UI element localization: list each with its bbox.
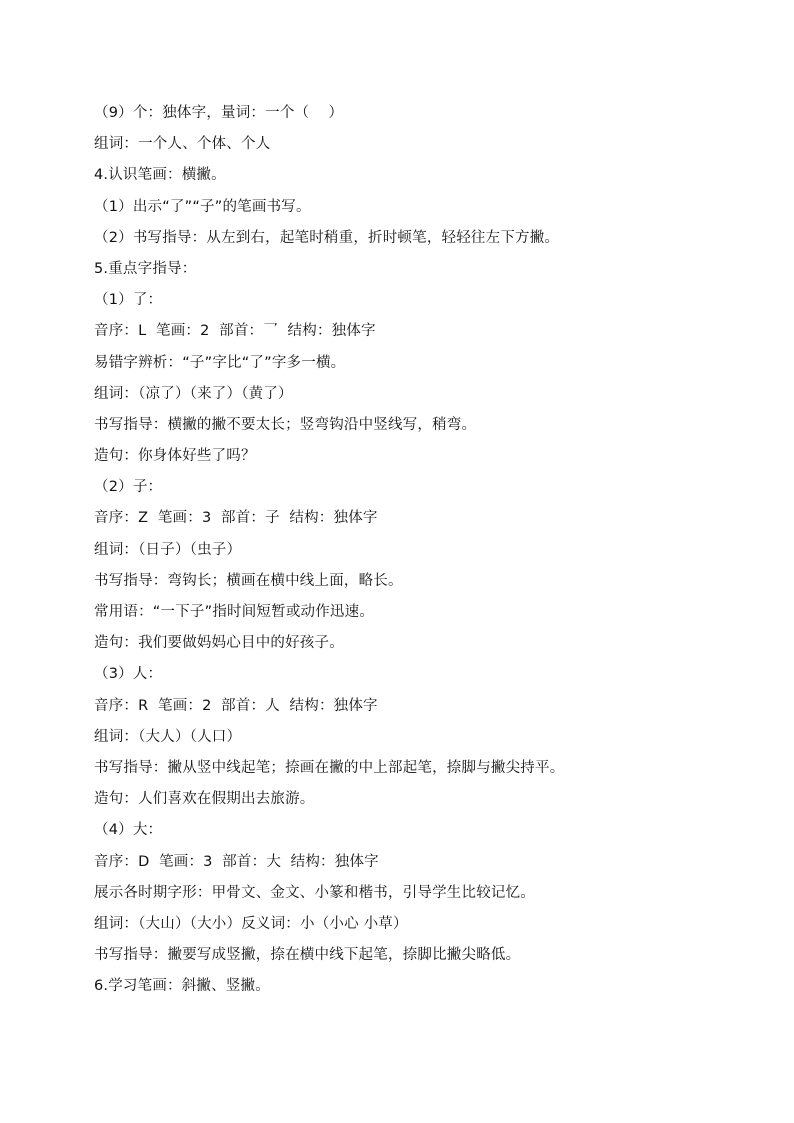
char-2-heading: （2）子： bbox=[94, 479, 163, 496]
char-3-writing-guide: 书写指导：撇从竖中线起笔；捺画在撇的中上部起笔，捺脚与撇尖持平。 bbox=[94, 759, 565, 776]
word-group-line: 组词：一个人、个体、个人 bbox=[94, 136, 271, 153]
section-6-heading: 6.学习笔画：斜撇、竖撇。 bbox=[94, 978, 270, 995]
char-1-words: 组词：（凉了）（来了）（黄了） bbox=[94, 385, 293, 402]
char-2-writing-guide: 书写指导：弯钩长；横画在横中线上面，略长。 bbox=[94, 572, 403, 589]
char-1-heading: （1）了： bbox=[94, 292, 163, 309]
char-3-info: 音序：R 笔画：2 部首：人 结构：独体字 bbox=[94, 697, 378, 714]
char-4-glyph-history: 展示各时期字形：甲骨文、金文、小篆和楷书，引导学生比较记忆。 bbox=[94, 884, 535, 901]
char-3-sentence: 造句：人们喜欢在假期出去旅游。 bbox=[94, 791, 315, 808]
char-1-writing-guide: 书写指导：横撇的撇不要太长；竖弯钩沿中竖线写，稍弯。 bbox=[94, 416, 477, 433]
section-4-step-1: （1）出示“了”“子”的笔画书写。 bbox=[94, 198, 311, 215]
char-2-sentence: 造句：我们要做妈妈心目中的好孩子。 bbox=[94, 635, 344, 652]
char-1-confusion: 易错字辨析：“子”字比“了”字多一横。 bbox=[94, 354, 346, 371]
char-2-info: 音序：Z 笔画：3 部首：子 结构：独体字 bbox=[94, 510, 378, 527]
char-4-writing-guide: 书写指导：撇要写成竖撇，捺在横中线下起笔，捺脚比撇尖略低。 bbox=[94, 947, 521, 964]
char-3-heading: （3）人： bbox=[94, 666, 163, 683]
char-1-info: 音序：L 笔画：2 部首：乛 结构：独体字 bbox=[94, 323, 376, 340]
section-5-heading: 5.重点字指导： bbox=[94, 260, 197, 277]
section-4-step-2: （2）书写指导：从左到右，起笔时稍重，折时顿笔，轻轻往左下方撇。 bbox=[94, 229, 560, 246]
section-4-heading: 4.认识笔画：横撇。 bbox=[94, 167, 226, 184]
char-4-words: 组词：（大山）（大小）反义词：小（小心 小草） bbox=[94, 915, 408, 932]
char-2-common-phrase: 常用语：“一下子”指时间短暂或动作迅速。 bbox=[94, 604, 375, 620]
char-4-info: 音序：D 笔画：3 部首：大 结构：独体字 bbox=[94, 853, 379, 870]
document-body bbox=[94, 98, 714, 1002]
item-9-line: （9）个：独体字，量词：一个（ ） bbox=[94, 105, 344, 121]
char-1-sentence: 造句：你身体好些了吗？ bbox=[94, 448, 256, 465]
char-3-words: 组词：（大人）（人口） bbox=[94, 728, 242, 745]
char-2-words: 组词：（日子）（虫子） bbox=[94, 541, 242, 558]
char-4-heading: （4）大： bbox=[94, 822, 163, 839]
